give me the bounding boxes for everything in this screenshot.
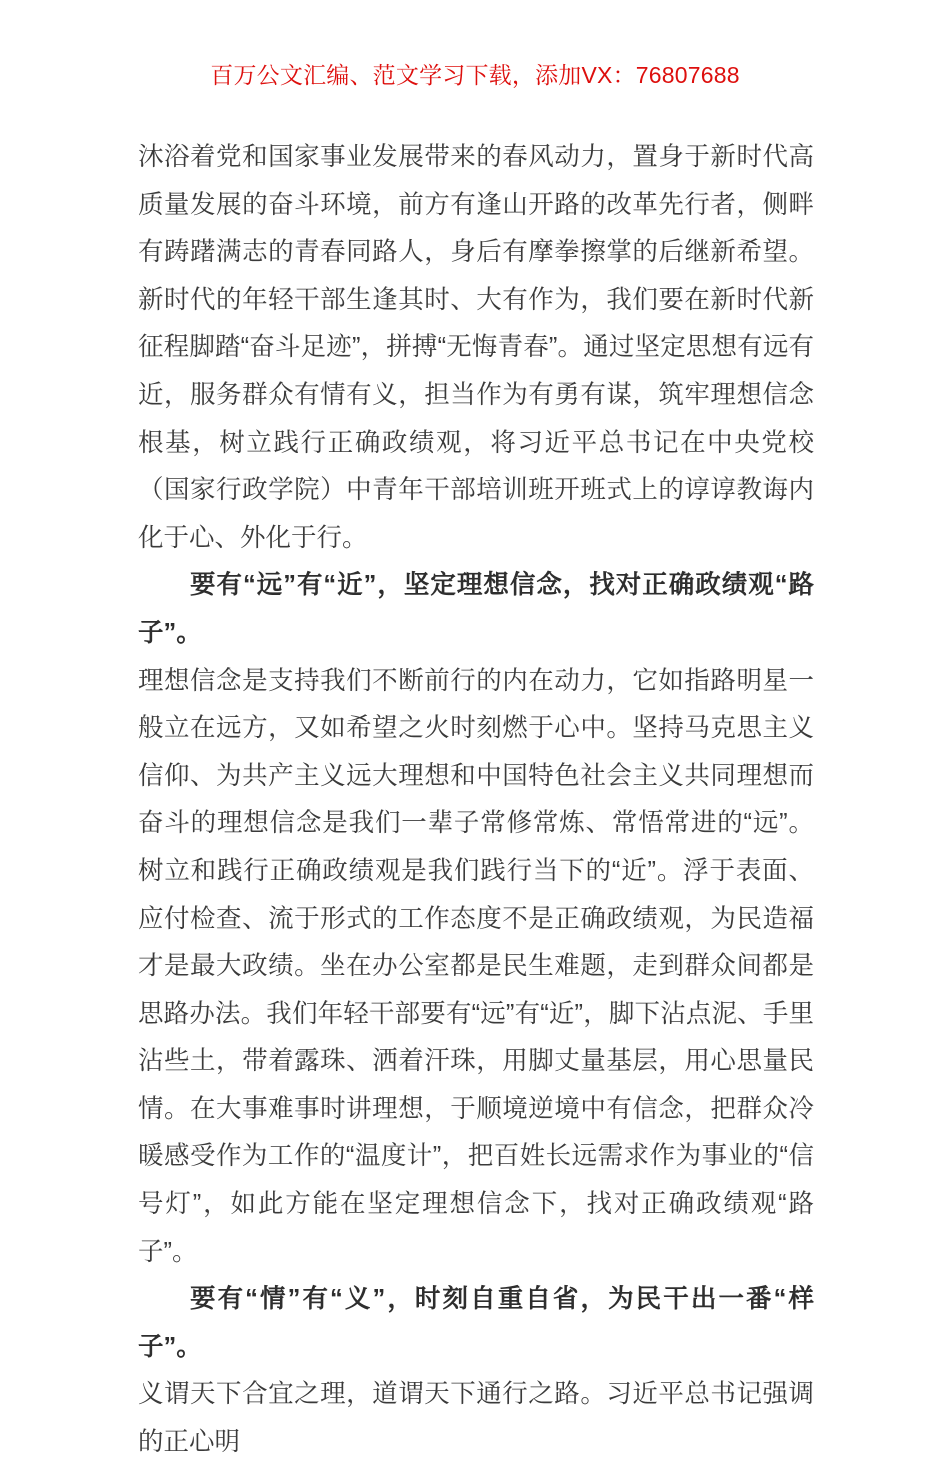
- promo-header-text: 百万公文汇编、范文学习下载，添加VX：76807688: [210, 62, 740, 88]
- paragraph-opening: 沐浴着党和国家事业发展带来的春风动力，置身于新时代高质量发展的奋斗环境，前方有逢山开路的改革先行者，侧畔有踌躇满志的青春同路人，身后有摩拳擦掌的后继新希望。新时代的年轻干部生逢其时、大有作为，我们要在新时代新征程脚踏“奋斗足迹”，拼搏“无悔青春”。通过坚定思想有远有近，服务群众有情有义，担当作为有勇有谋，筑牢理想信念根基，树立践行正确政绩观，将习近平总书记在中央党校（国家行政学院）中青年干部培训班开班式上的谆谆教诲内化于心、外化于行。: [138, 143, 814, 552]
- document-body: [138, 134, 814, 1467]
- heading-section-one: 要有“远”有“近”，坚定理想信念，找对正确政绩观“路子”。: [138, 571, 814, 647]
- heading-section-two: 要有“情”有“义”，时刻自重自省，为民干出一番“样子”。: [138, 1285, 814, 1361]
- paragraph-section-one-body: 理想信念是支持我们不断前行的内在动力，它如指路明星一般立在远方，又如希望之火时刻燃于心中。坚持马克思主义信仰、为共产主义远大理想和中国特色社会主义共同理想而奋斗的理想信念是我们一辈子常修常炼、常悟常进的“远”。树立和践行正确政绩观是我们践行当下的“近”。浮于表面、应付检查、流于形式的工作态度不是正确政绩观，为民造福才是最大政绩。坐在办公室都是民生难题，走到群众间都是思路办法。我们年轻干部要有“远”有“近”，脚下沾点泥、手里沾些土，带着露珠、洒着汗珠，用脚丈量基层，用心思量民情。在大事难事时讲理想，于顺境逆境中有信念，把群众冷暖感受作为工作的“温度计”，把百姓长远需求作为事业的“信号灯”，如此方能在坚定理想信念下，找对正确政绩观“路子”。: [138, 666, 814, 1266]
- paragraph-section-two-body: 义谓天下合宜之理，道谓天下通行之路。习近平总书记强调的正心明: [138, 1380, 814, 1457]
